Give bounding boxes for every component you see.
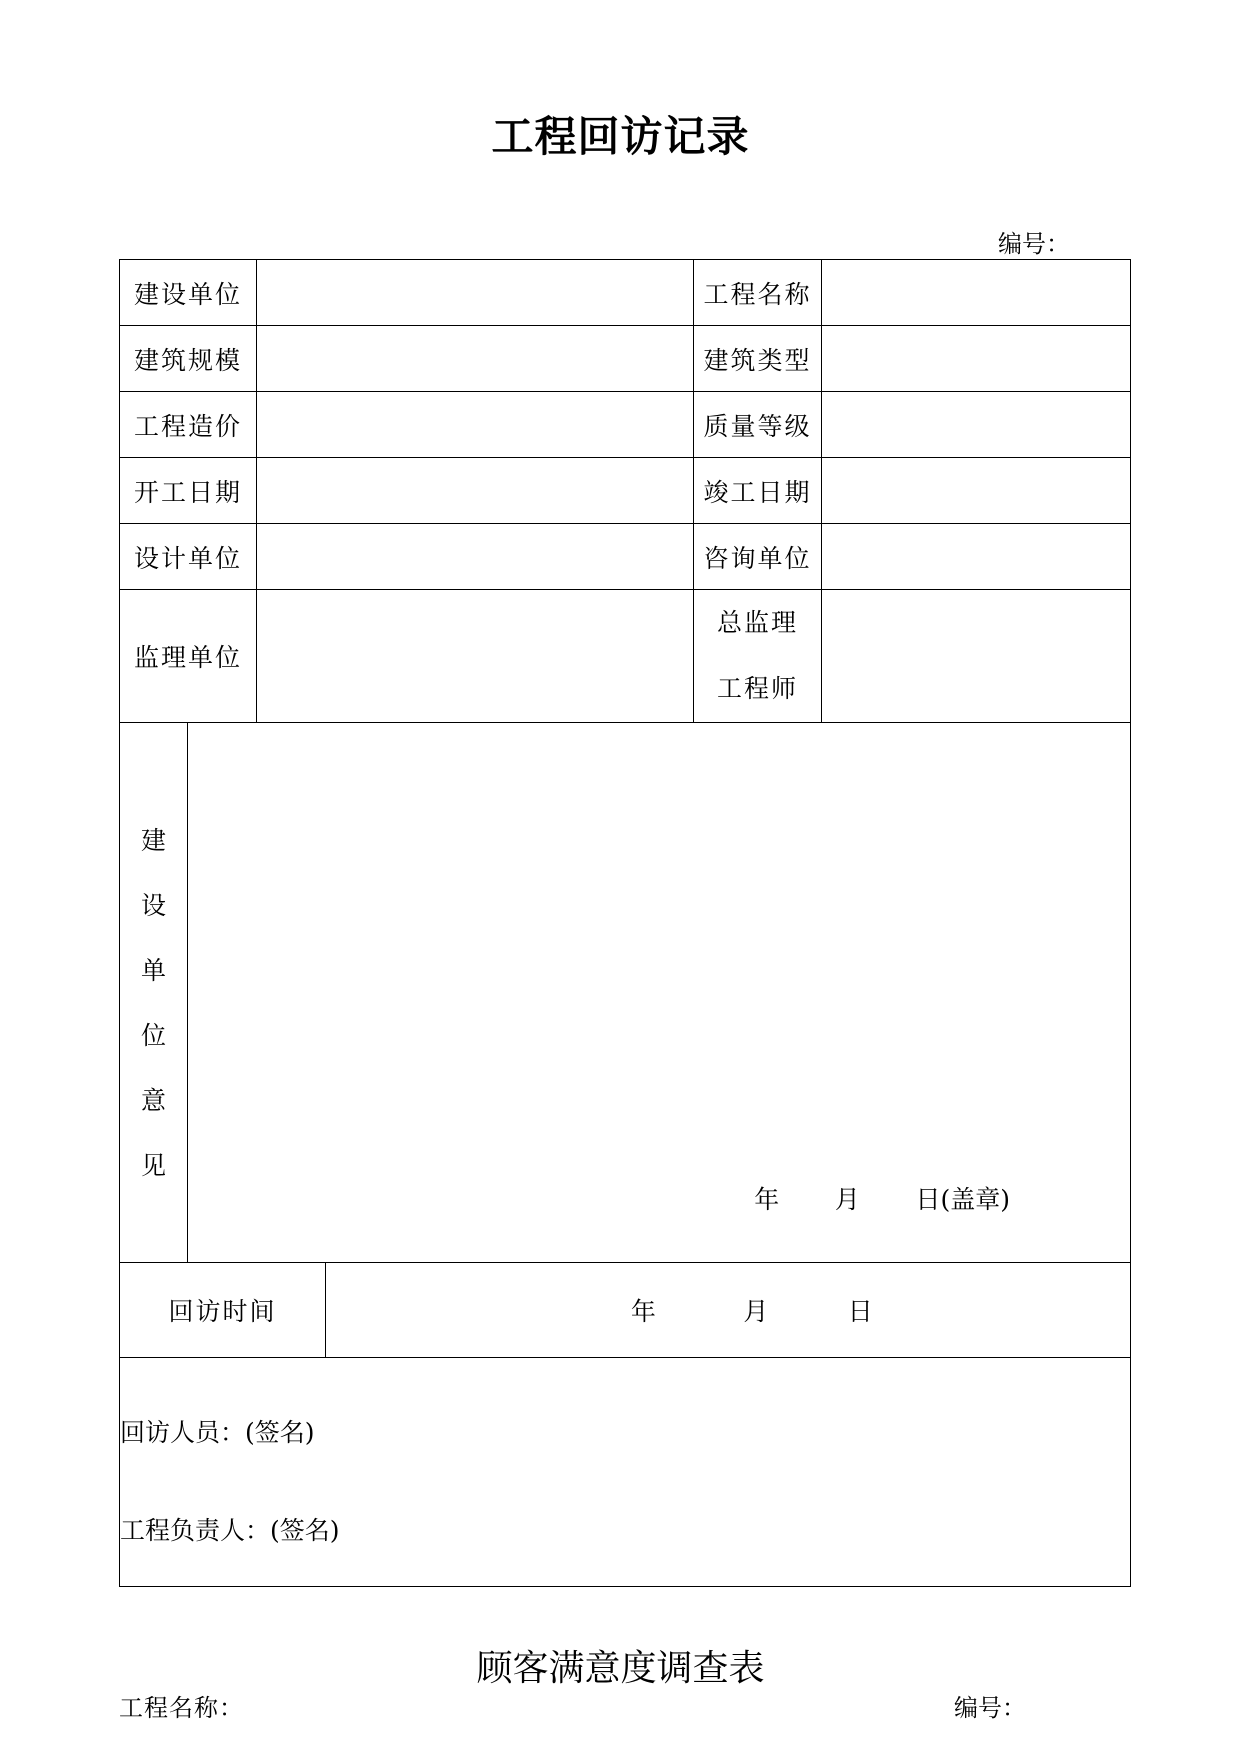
- table-row: [120, 326, 1131, 392]
- opinion-label-char: 单: [140, 955, 166, 985]
- survey-serial-label: 编号：: [954, 1694, 1026, 1722]
- table-row: [120, 524, 1131, 590]
- project-cost-field[interactable]: [257, 392, 694, 458]
- chief-supervisor-line2: 工程师: [717, 674, 799, 703]
- supervision-unit-label: 监理单位: [120, 590, 257, 723]
- project-name-label: 工程名称: [694, 260, 822, 326]
- manager-signature-label: 工程负责人：(签名): [120, 1516, 340, 1545]
- consulting-unit-field[interactable]: [822, 524, 1131, 590]
- visit-date-text: 年 月 日: [630, 1297, 873, 1326]
- start-date-field[interactable]: [257, 458, 694, 524]
- quality-grade-field[interactable]: [822, 392, 1131, 458]
- consulting-unit-label: 咨询单位: [694, 524, 822, 590]
- opinion-label-char: 意: [140, 1085, 166, 1115]
- design-unit-label: 设计单位: [120, 524, 257, 590]
- quality-grade-label: 质量等级: [694, 392, 822, 458]
- building-scale-label: 建筑规模: [120, 326, 257, 392]
- table-row: [120, 1263, 1131, 1358]
- construction-opinion-label: [120, 723, 188, 1263]
- building-scale-field[interactable]: [257, 326, 694, 392]
- construction-unit-label: 建设单位: [120, 260, 257, 326]
- table-row: [120, 590, 1131, 723]
- serial-number-label: 编号：: [998, 230, 1070, 258]
- project-name-field[interactable]: [822, 260, 1131, 326]
- project-cost-label: 工程造价: [120, 392, 257, 458]
- completion-date-label: 竣工日期: [694, 458, 822, 524]
- table-row: [120, 1358, 1131, 1587]
- start-date-label: 开工日期: [120, 458, 257, 524]
- building-type-label: 建筑类型: [694, 326, 822, 392]
- opinion-label-char: 设: [140, 890, 166, 920]
- table-row: [120, 723, 1131, 1263]
- table-row: [120, 392, 1131, 458]
- visitor-signature-label: 回访人员：(签名): [120, 1418, 315, 1447]
- opinion-label-char: 见: [140, 1150, 166, 1180]
- opinion-label-char: 位: [140, 1020, 166, 1050]
- opinion-label-char: 建: [140, 825, 166, 855]
- completion-date-field[interactable]: [822, 458, 1131, 524]
- document-title: 工程回访记录: [491, 112, 750, 161]
- table-row: [120, 260, 1131, 326]
- visit-record-table: [119, 259, 1131, 1587]
- signature-area[interactable]: [120, 1358, 1131, 1587]
- opinion-date-stamp: 年 月 日(盖章): [754, 1185, 1011, 1214]
- visit-time-label: 回访时间: [120, 1263, 326, 1358]
- survey-project-name-label: 工程名称：: [119, 1694, 244, 1722]
- building-type-field[interactable]: [822, 326, 1131, 392]
- visit-time-field[interactable]: [326, 1263, 1131, 1358]
- chief-supervisor-line1: 总监理: [717, 608, 799, 637]
- design-unit-field[interactable]: [257, 524, 694, 590]
- construction-unit-field[interactable]: [257, 260, 694, 326]
- supervision-unit-field[interactable]: [257, 590, 694, 723]
- table-row: [120, 458, 1131, 524]
- chief-supervisor-label: [694, 590, 822, 723]
- chief-supervisor-field[interactable]: [822, 590, 1131, 723]
- construction-opinion-field[interactable]: [188, 723, 1131, 1263]
- survey-title: 顾客满意度调查表: [476, 1648, 765, 1689]
